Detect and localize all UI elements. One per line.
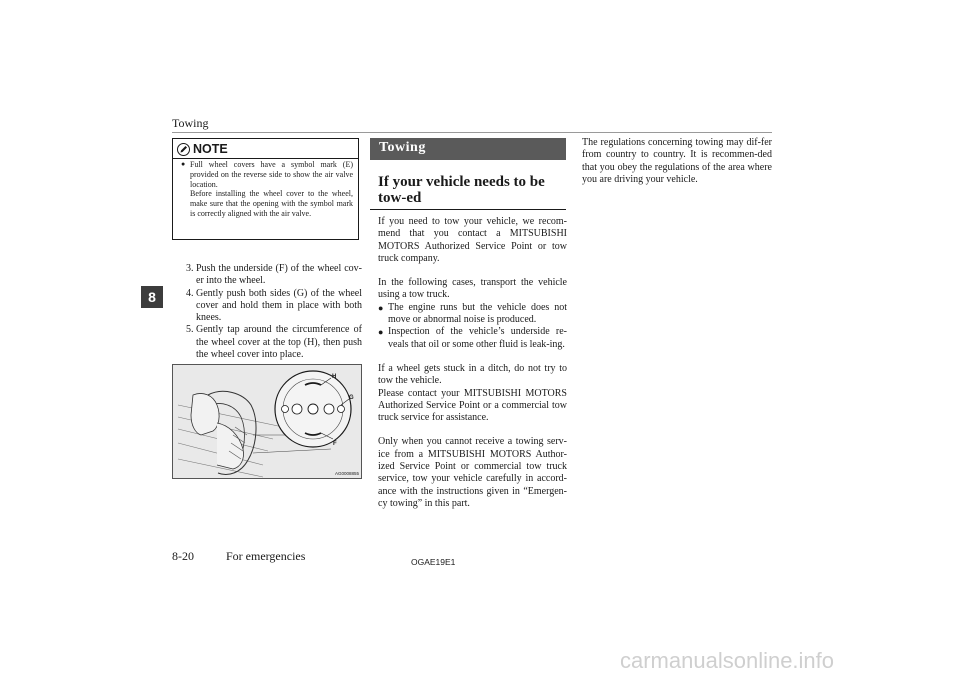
label-f: F [333,441,337,447]
pencil-icon [177,143,190,156]
step-number: 5. [186,324,194,336]
label-g: G [349,395,354,401]
bullet-text: The engine runs but the vehicle does not move or abnormal noise is produced. [388,301,567,326]
paragraph: Only when you cannot receive a towing serv-ice from a MITSUBISHI MOTORS Author-ized Service Point or commercial tow truck service, tow your vehicle carefully in accord-ance with the instructions given in “Emergen-cy towing” in this part. [378,436,567,509]
bullet-icon: ● [378,302,384,313]
paragraph: If a wheel gets stuck in a ditch, do not try to tow the vehicle. [378,362,567,387]
note-body [181,160,353,219]
chapter-tab: 8 [141,286,163,308]
step-number: 4. [186,287,194,299]
step-number: 3. [186,263,194,274]
bullet-icon: ● [378,327,384,338]
step-text: Gently tap around the circumference of the wheel cover at the top (H), then push the wheel cover into place. [196,324,362,361]
step-text: Push the underside (F) of the wheel cov-er into the wheel. [196,263,362,287]
footer-section: For emergencies [226,549,306,563]
wheel-cover-drawing [173,365,362,479]
header-rule [172,132,772,133]
watermark: carmanualsonline.info [620,648,835,673]
label-h: H [332,374,337,380]
note-rule [173,158,358,159]
step-list [186,263,362,361]
paragraph: If you need to tow your vehicle, we recom-mend that you contact a MITSUBISHI MOTORS Authorized Service Point or tow truck company. [378,216,567,264]
paragraph: In the following cases, transport the vehicle using a tow truck. [378,277,567,301]
wheel-cover-illustration [172,364,362,479]
section-heading: If your vehicle needs to be tow-ed [378,174,545,206]
bullet-text: Inspection of the vehicle’s underside re-veals that oil or some other fluid is leak-ing. [388,326,567,350]
section-band-title: Towing [379,140,426,155]
note-item [181,160,353,219]
note-header [177,142,228,156]
bullet-item [378,302,567,327]
step-item [186,324,362,361]
step-item [186,288,362,325]
section-body [378,216,567,510]
regulations-paragraph: The regulations concerning towing may dif-fer from country to country. It is recommen-ded that you obey the regulations of the area where you are driving your vehicle. [582,137,772,185]
paragraph: Please contact your MITSUBISHI MOTORS Authorized Service Point or a commercial tow truck service for assistance. [378,387,567,424]
footer-code: OGAE19E1 [411,557,456,567]
section-band [370,138,566,160]
running-title: Towing [172,116,209,130]
bullet-icon: ● [181,160,186,168]
step-text: Gently push both sides (G) of the wheel cover and hold them in place with both knees. [196,287,362,324]
step-item [186,263,362,288]
heading-rule [370,209,566,210]
page-number: 8-20 [172,549,194,563]
note-item-text: Full wheel covers have a symbol mark (E) provided on the reverse side to show the air valve location. Before installing the wheel cover to the wheel, make sure that the opening with the symbol mark is correctly aligned with the air valve. [190,160,353,218]
note-label: NOTE [193,142,228,156]
note-box [172,138,359,240]
figure-code: AG0008855 [334,471,359,476]
bullet-item [378,326,567,351]
